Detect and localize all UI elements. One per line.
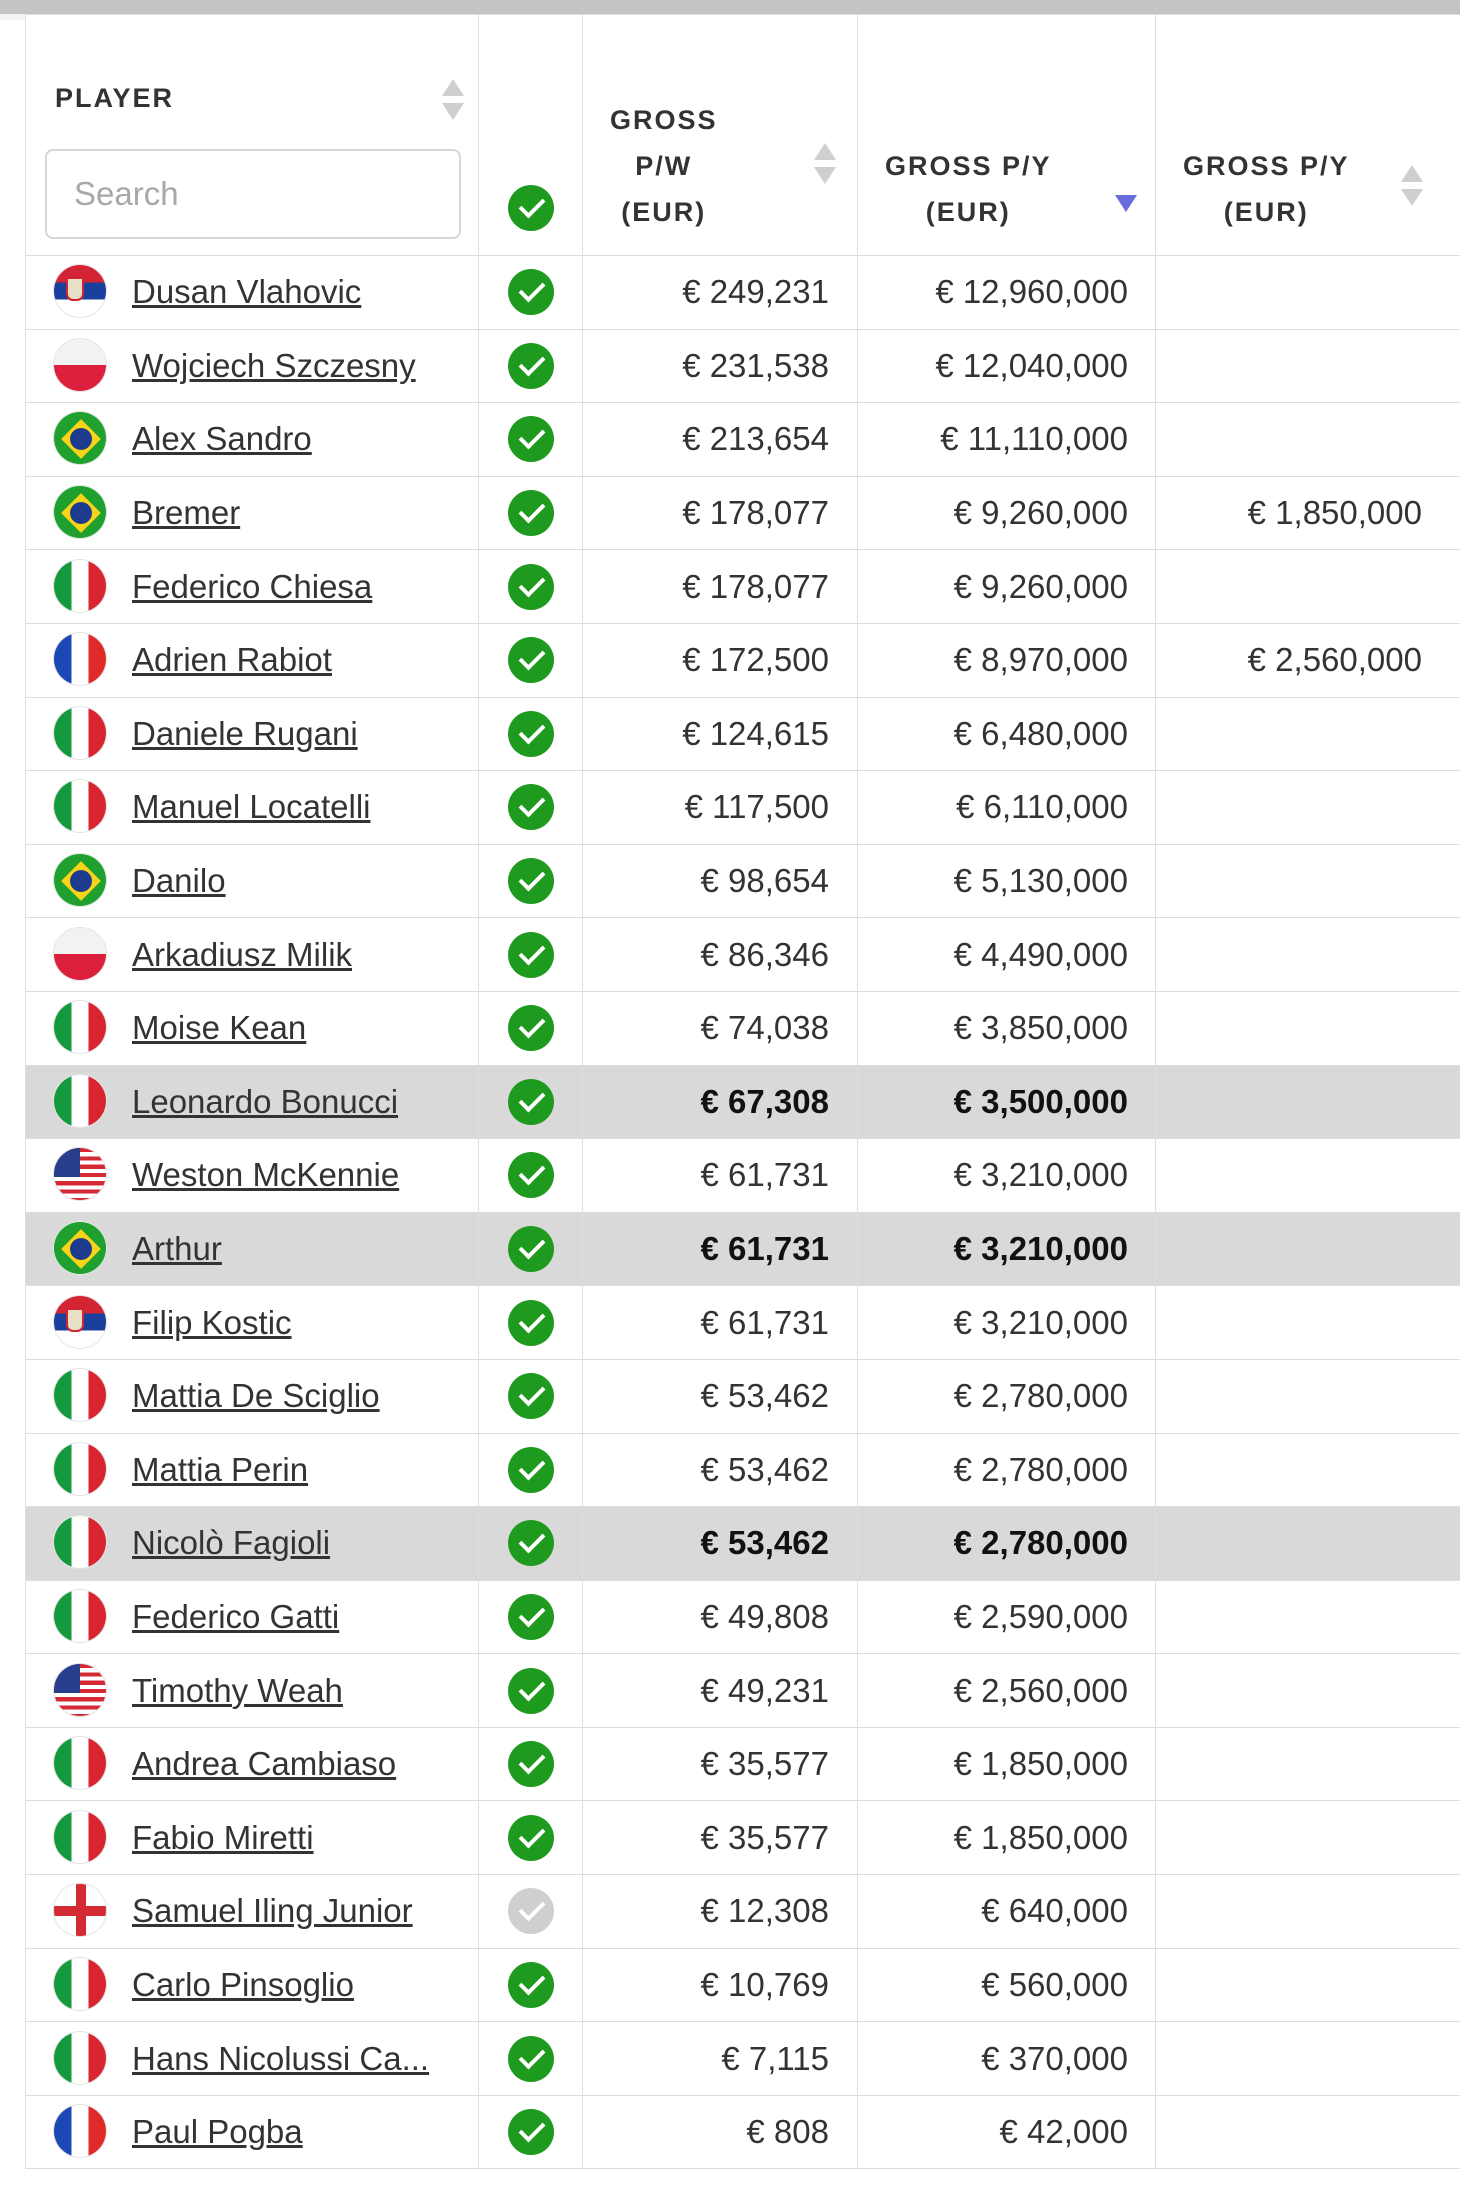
check-active-icon (508, 343, 554, 389)
player-cell (26, 1507, 479, 1581)
gross-py-cell: € 1,850,000 (858, 1801, 1156, 1875)
gross-py-cell: € 8,970,000 (858, 623, 1156, 697)
check-all-icon[interactable] (508, 185, 554, 231)
table-row[interactable] (26, 844, 1460, 918)
status-cell (479, 1801, 583, 1875)
status-cell (479, 550, 583, 624)
gross-py-header-label (885, 143, 1052, 235)
table-row[interactable] (26, 991, 1460, 1065)
gross-py-cell: € 3,210,000 (858, 1286, 1156, 1360)
gross-pw-line-2: P/W (635, 151, 693, 181)
check-active-icon (508, 1079, 554, 1125)
check-active-icon (508, 1373, 554, 1419)
flag-icon (53, 1515, 107, 1569)
table-row[interactable] (26, 1948, 1460, 2022)
gross-pw-cell: € 7,115 (583, 2022, 858, 2096)
flag-icon (53, 706, 107, 760)
player-cell (26, 403, 479, 477)
player-cell (26, 1948, 479, 2022)
player-name-link[interactable]: Nicolò Fagioli (132, 1524, 331, 1562)
player-name-link[interactable]: Federico Chiesa (132, 567, 373, 605)
gross-pw-cell: € 67,308 (583, 1065, 858, 1139)
player-cell (26, 550, 479, 624)
gross-pw-cell: € 172,500 (583, 623, 858, 697)
player-name-link[interactable]: Weston McKennie (132, 1156, 400, 1194)
table-row[interactable] (26, 697, 1460, 771)
status-cell (479, 1359, 583, 1433)
player-name-link[interactable]: Andrea Cambiaso (132, 1745, 397, 1783)
player-header-label: PLAYER (55, 83, 175, 113)
gross-py-cell: € 9,260,000 (858, 476, 1156, 550)
status-cell (479, 1139, 583, 1213)
gross-pw-cell: € 35,577 (583, 1727, 858, 1801)
player-name-link[interactable]: Filip Kostic (132, 1303, 292, 1341)
check-active-icon (508, 1300, 554, 1346)
gross-py2-cell (1156, 844, 1460, 918)
player-cell (26, 1727, 479, 1801)
gross-py2-cell (1156, 1359, 1460, 1433)
gross-py-cell: € 2,780,000 (858, 1507, 1156, 1581)
status-cell (479, 256, 583, 330)
gross-py2-cell (1156, 771, 1460, 845)
check-active-icon (508, 2036, 554, 2082)
table-body (26, 256, 1460, 2169)
player-cell (26, 1212, 479, 1286)
gross-pw-cell: € 808 (583, 2095, 858, 2169)
flag-icon (53, 779, 107, 833)
gross-py2-cell (1156, 1801, 1460, 1875)
gross-pw-cell: € 61,731 (583, 1139, 858, 1213)
gross-py-cell: € 5,130,000 (858, 844, 1156, 918)
table-row[interactable] (26, 771, 1460, 845)
salary-table (25, 14, 1460, 2169)
gross-py2-cell (1156, 697, 1460, 771)
check-active-icon (508, 1594, 554, 1640)
gross-py2-cell (1156, 1580, 1460, 1654)
gross-py2-cell (1156, 991, 1460, 1065)
player-name-link[interactable]: Hans Nicolussi Ca... (132, 2039, 430, 2077)
gross-py2-cell (1156, 550, 1460, 624)
gross-py2-header-label (1183, 143, 1350, 235)
flag-icon (53, 1442, 107, 1496)
gross-pw-cell: € 61,731 (583, 1286, 858, 1360)
flag-icon (53, 1663, 107, 1717)
status-cell (479, 2095, 583, 2169)
gross-py-cell: € 6,110,000 (858, 771, 1156, 845)
table-row[interactable] (26, 329, 1460, 403)
status-cell (479, 1875, 583, 1949)
status-cell (479, 1286, 583, 1360)
check-active-icon (508, 1815, 554, 1861)
check-active-icon (508, 1152, 554, 1198)
flag-icon (53, 2031, 107, 2085)
player-cell (26, 623, 479, 697)
gross-py2-cell (1156, 1875, 1460, 1949)
player-cell (26, 1580, 479, 1654)
gross-py2-column-header[interactable] (1156, 15, 1460, 256)
table-row[interactable] (26, 403, 1460, 477)
check-active-icon (508, 269, 554, 315)
status-cell (479, 991, 583, 1065)
table-row[interactable] (26, 1507, 1460, 1581)
status-cell (479, 476, 583, 550)
flag-icon (53, 1074, 107, 1128)
player-cell (26, 771, 479, 845)
gross-py-cell: € 2,780,000 (858, 1359, 1156, 1433)
player-name-link[interactable]: Danilo (132, 862, 226, 900)
check-active-icon (508, 1005, 554, 1051)
gross-pw-cell: € 124,615 (583, 697, 858, 771)
gross-pw-line-3: (EUR) (621, 197, 707, 227)
check-active-icon (508, 416, 554, 462)
check-active-icon (508, 1520, 554, 1566)
flag-icon (53, 1883, 107, 1937)
gross-py2-cell (1156, 918, 1460, 992)
flag-icon (53, 338, 107, 392)
player-cell (26, 476, 479, 550)
table-row[interactable] (26, 550, 1460, 624)
gross-py-column-header[interactable] (858, 15, 1156, 256)
table-row[interactable] (26, 2095, 1460, 2169)
table-row[interactable] (26, 1359, 1460, 1433)
table-row[interactable] (26, 1139, 1460, 1213)
gross-pw-cell: € 53,462 (583, 1359, 858, 1433)
check-active-icon (508, 784, 554, 830)
gross-py2-cell (1156, 1654, 1460, 1728)
gross-pw-cell: € 178,077 (583, 476, 858, 550)
flag-icon (53, 1295, 107, 1349)
status-cell (479, 1654, 583, 1728)
player-name-link[interactable]: Mattia De Sciglio (132, 1377, 380, 1415)
gross-py-cell: € 3,850,000 (858, 991, 1156, 1065)
status-cell (479, 1212, 583, 1286)
player-cell (26, 1359, 479, 1433)
table-row[interactable] (26, 256, 1460, 330)
gross-py2-line-2: (EUR) (1223, 197, 1309, 227)
player-cell (26, 2095, 479, 2169)
player-name-link[interactable]: Moise Kean (132, 1009, 307, 1047)
gross-pw-cell: € 53,462 (583, 1433, 858, 1507)
gross-pw-cell: € 35,577 (583, 1801, 858, 1875)
player-cell (26, 1065, 479, 1139)
status-cell (479, 1948, 583, 2022)
player-cell (26, 1875, 479, 1949)
player-name-link[interactable]: Federico Gatti (132, 1597, 340, 1635)
check-active-icon (508, 490, 554, 536)
table-row[interactable] (26, 1875, 1460, 1949)
check-active-icon (508, 2109, 554, 2155)
status-cell (479, 1580, 583, 1654)
player-name-link[interactable]: Paul Pogba (132, 2113, 303, 2151)
player-name-link[interactable]: Alex Sandro (132, 420, 312, 458)
gross-py-cell: € 3,210,000 (858, 1212, 1156, 1286)
table-row[interactable] (26, 1654, 1460, 1728)
player-cell (26, 1286, 479, 1360)
gross-py2-cell (1156, 1507, 1460, 1581)
gross-py2-cell (1156, 1139, 1460, 1213)
gross-py2-cell (1156, 2095, 1460, 2169)
player-name-link[interactable]: Manuel Locatelli (132, 788, 371, 826)
flag-icon (53, 559, 107, 613)
flag-icon (53, 632, 107, 686)
table-row[interactable] (26, 623, 1460, 697)
flag-icon (53, 1736, 107, 1790)
status-column-header (479, 15, 583, 256)
player-name-link[interactable]: Arthur (132, 1230, 222, 1268)
gross-py2-cell (1156, 1212, 1460, 1286)
check-active-icon (508, 932, 554, 978)
flag-icon (53, 1221, 107, 1275)
sort-gross-pw-icon[interactable] (814, 143, 836, 187)
player-cell (26, 844, 479, 918)
table-row[interactable] (26, 2022, 1460, 2096)
sort-player-icon[interactable] (442, 79, 464, 123)
player-cell (26, 991, 479, 1065)
flag-icon (53, 411, 107, 465)
sort-gross-py-desc-icon[interactable] (1115, 171, 1137, 215)
gross-py2-cell (1156, 256, 1460, 330)
gross-pw-cell: € 49,808 (583, 1580, 858, 1654)
gross-pw-cell: € 86,346 (583, 918, 858, 992)
status-cell (479, 403, 583, 477)
status-cell (479, 771, 583, 845)
check-active-icon (508, 1226, 554, 1272)
gross-py2-cell (1156, 329, 1460, 403)
player-name-link[interactable]: Bremer (132, 494, 241, 532)
gross-py-cell: € 3,500,000 (858, 1065, 1156, 1139)
gross-py-cell: € 9,260,000 (858, 550, 1156, 624)
gross-py-cell: € 370,000 (858, 2022, 1156, 2096)
search-input[interactable] (45, 149, 461, 239)
status-cell (479, 2022, 583, 2096)
gross-py-cell: € 42,000 (858, 2095, 1156, 2169)
gross-py-line-2: (EUR) (925, 197, 1011, 227)
gross-py2-cell (1156, 1948, 1460, 2022)
player-cell (26, 1801, 479, 1875)
player-name-link[interactable]: Timothy Weah (132, 1671, 343, 1709)
player-name-link[interactable]: Adrien Rabiot (132, 641, 332, 679)
gross-pw-cell: € 10,769 (583, 1948, 858, 2022)
gross-py2-cell (1156, 1727, 1460, 1801)
check-active-icon (508, 1447, 554, 1493)
gross-pw-cell: € 53,462 (583, 1507, 858, 1581)
status-cell (479, 918, 583, 992)
flag-icon (53, 1810, 107, 1864)
gross-pw-cell: € 74,038 (583, 991, 858, 1065)
status-cell (479, 329, 583, 403)
gross-py-cell: € 12,040,000 (858, 329, 1156, 403)
check-active-icon (508, 1668, 554, 1714)
check-active-icon (508, 564, 554, 610)
gross-py-cell: € 11,110,000 (858, 403, 1156, 477)
player-name-link[interactable]: Wojciech Szczesny (132, 346, 416, 384)
gross-py-cell: € 4,490,000 (858, 918, 1156, 992)
check-active-icon (508, 1962, 554, 2008)
gross-pw-cell: € 98,654 (583, 844, 858, 918)
player-name-link[interactable]: Dusan Vlahovic (132, 273, 362, 311)
player-cell (26, 697, 479, 771)
check-inactive-icon (508, 1888, 554, 1934)
check-active-icon (508, 858, 554, 904)
player-cell (26, 256, 479, 330)
table-row[interactable] (26, 1801, 1460, 1875)
table-row[interactable] (26, 1580, 1460, 1654)
player-cell (26, 1433, 479, 1507)
flag-icon (53, 1368, 107, 1422)
player-name-link[interactable]: Carlo Pinsoglio (132, 1965, 354, 2003)
player-name-link[interactable]: Arkadiusz Milik (132, 935, 353, 973)
player-name-link[interactable]: Samuel Iling Junior (132, 1892, 413, 1930)
gross-py2-cell (1156, 1065, 1460, 1139)
gross-py2-cell: € 1,850,000 (1156, 476, 1460, 550)
status-cell (479, 623, 583, 697)
flag-icon (53, 853, 107, 907)
check-active-icon (508, 1741, 554, 1787)
player-name-link[interactable]: Mattia Perin (132, 1450, 309, 1488)
status-cell (479, 1727, 583, 1801)
gross-pw-column-header[interactable] (583, 15, 858, 256)
table-row[interactable] (26, 476, 1460, 550)
gross-py-line-1: GROSS P/Y (885, 151, 1052, 181)
player-cell (26, 2022, 479, 2096)
check-active-icon (508, 711, 554, 757)
gross-py2-cell (1156, 1286, 1460, 1360)
gross-py-cell: € 560,000 (858, 1948, 1156, 2022)
table-row[interactable] (26, 1212, 1460, 1286)
gross-py-cell: € 2,780,000 (858, 1433, 1156, 1507)
player-column-header (26, 15, 479, 256)
status-cell (479, 1065, 583, 1139)
flag-icon (53, 927, 107, 981)
gross-pw-cell: € 61,731 (583, 1212, 858, 1286)
check-active-icon (508, 637, 554, 683)
gross-py2-cell (1156, 2022, 1460, 2096)
player-cell (26, 329, 479, 403)
status-cell (479, 844, 583, 918)
gross-py-cell: € 12,960,000 (858, 256, 1156, 330)
gross-pw-line-1: GROSS (610, 105, 718, 135)
status-cell (479, 1433, 583, 1507)
gross-py-cell: € 3,210,000 (858, 1139, 1156, 1213)
gross-pw-cell: € 49,231 (583, 1654, 858, 1728)
flag-icon (53, 264, 107, 318)
gross-pw-cell: € 178,077 (583, 550, 858, 624)
status-cell (479, 1507, 583, 1581)
player-name-link[interactable]: Fabio Miretti (132, 1818, 314, 1856)
flag-icon (53, 2104, 107, 2158)
gross-py-cell: € 2,560,000 (858, 1654, 1156, 1728)
gross-py2-cell: € 2,560,000 (1156, 623, 1460, 697)
player-cell (26, 1139, 479, 1213)
table-header (26, 15, 1460, 256)
gross-py-cell: € 1,850,000 (858, 1727, 1156, 1801)
sort-gross-py2-icon[interactable] (1401, 165, 1423, 209)
gross-pw-cell: € 117,500 (583, 771, 858, 845)
gross-py2-cell (1156, 1433, 1460, 1507)
gross-pw-cell: € 231,538 (583, 329, 858, 403)
table-row[interactable] (26, 1286, 1460, 1360)
gross-pw-cell: € 213,654 (583, 403, 858, 477)
gross-pw-cell: € 249,231 (583, 256, 858, 330)
flag-icon (53, 1957, 107, 2011)
gross-py-cell: € 2,590,000 (858, 1580, 1156, 1654)
table-row[interactable] (26, 1727, 1460, 1801)
player-cell (26, 918, 479, 992)
flag-icon (53, 1589, 107, 1643)
table-row[interactable] (26, 1433, 1460, 1507)
player-name-link[interactable]: Leonardo Bonucci (132, 1082, 399, 1120)
gross-py2-line-1: GROSS P/Y (1183, 151, 1350, 181)
player-cell (26, 1654, 479, 1728)
player-name-link[interactable]: Daniele Rugani (132, 714, 358, 752)
flag-icon (53, 1000, 107, 1054)
gross-pw-cell: € 12,308 (583, 1875, 858, 1949)
top-border (0, 0, 1460, 14)
table-row[interactable] (26, 918, 1460, 992)
flag-icon (53, 1147, 107, 1201)
status-cell (479, 697, 583, 771)
gross-py-cell: € 6,480,000 (858, 697, 1156, 771)
gross-py-cell: € 640,000 (858, 1875, 1156, 1949)
gross-py2-cell (1156, 403, 1460, 477)
flag-icon (53, 485, 107, 539)
gross-pw-header-label (610, 97, 718, 235)
table-row[interactable] (26, 1065, 1460, 1139)
